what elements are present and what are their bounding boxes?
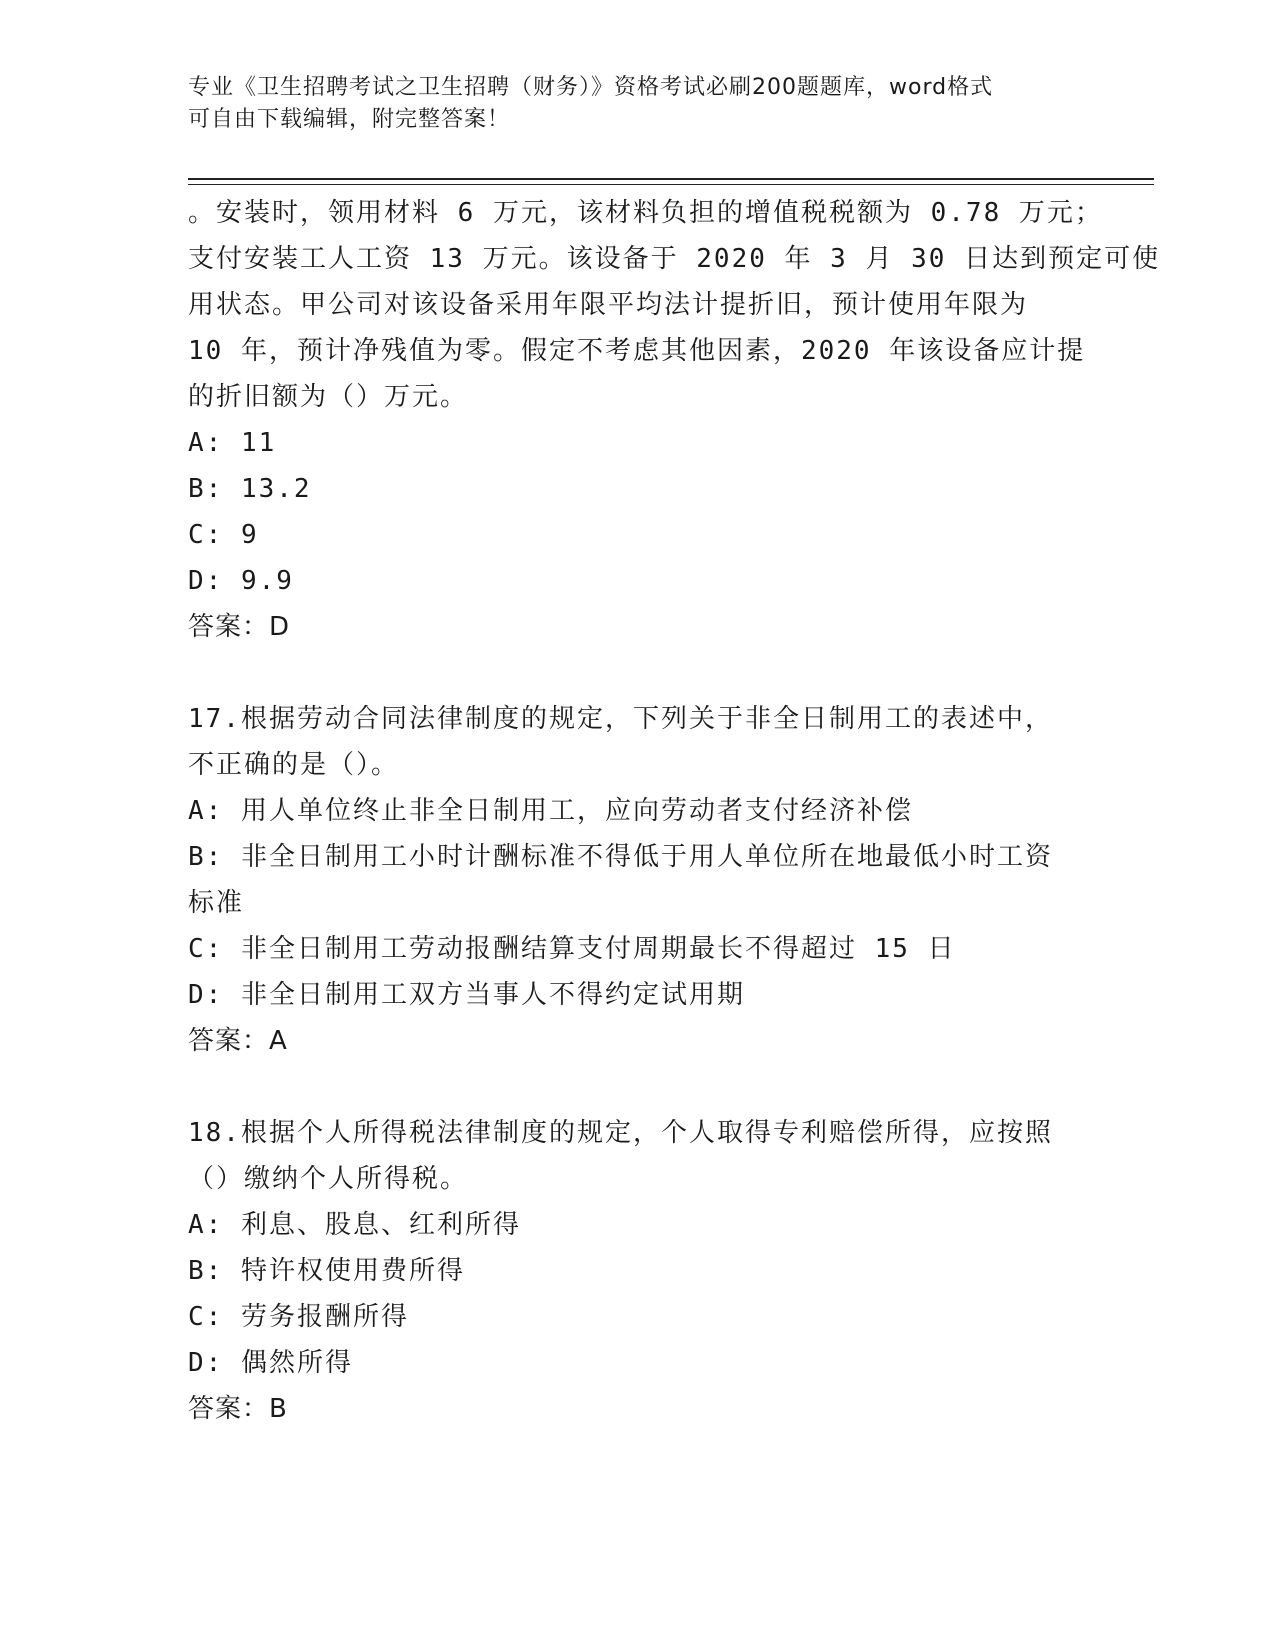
question-stem-line: 17.根据劳动合同法律制度的规定，下列关于非全日制用工的表述中， bbox=[188, 704, 1053, 734]
question-stem-line: 不正确的是（）。 bbox=[188, 750, 400, 780]
option-b: B: 非全日制用工小时计酬标准不得低于用人单位所在地最低小时工资 bbox=[188, 842, 1053, 872]
question-spacer bbox=[188, 1064, 1088, 1110]
option-c: C: 9 bbox=[188, 520, 259, 550]
option-c: C: 劳务报酬所得 bbox=[188, 1302, 409, 1332]
question-17 bbox=[188, 696, 1088, 1064]
question-stem-line: 18.根据个人所得税法律制度的规定，个人取得专利赔偿所得，应按照 bbox=[188, 1118, 1053, 1148]
option-d: D: 非全日制用工双方当事人不得约定试用期 bbox=[188, 980, 745, 1010]
header-title-line-1: 专业《卫生招聘考试之卫生招聘（财务）》资格考试必刷200题题库，word格式 bbox=[188, 75, 994, 100]
answer-line: 答案：D bbox=[188, 612, 291, 642]
option-c: C: 非全日制用工劳动报酬结算支付周期最长不得超过 15 日 bbox=[188, 934, 956, 964]
option-d: D: 偶然所得 bbox=[188, 1348, 353, 1378]
question-16 bbox=[188, 190, 1161, 650]
question-18 bbox=[188, 1110, 1088, 1432]
question-stem-line: 用状态。甲公司对该设备采用年限平均法计提折旧，预计使用年限为 bbox=[188, 290, 1029, 320]
answer-line: 答案：A bbox=[188, 1026, 288, 1056]
question-stem-line: 支付安装工人工资 13 万元。该设备于 2020 年 3 月 30 日达到预定可使 bbox=[188, 244, 1161, 274]
header-divider-thick bbox=[188, 178, 1154, 180]
question-spacer bbox=[188, 650, 1088, 696]
question-stem-line: 10 年，预计净残值为零。假定不考虑其他因素，2020 年该设备应计提 bbox=[188, 336, 1086, 366]
option-a: A: 11 bbox=[188, 428, 277, 458]
option-b: B: 特许权使用费所得 bbox=[188, 1256, 465, 1286]
option-b: B: 13.2 bbox=[188, 474, 312, 504]
header-divider-thin bbox=[188, 184, 1154, 185]
question-body bbox=[188, 190, 1161, 1432]
question-stem-line: 的折旧额为（）万元。 bbox=[188, 382, 469, 412]
option-a: A: 用人单位终止非全日制用工，应向劳动者支付经济补偿 bbox=[188, 796, 913, 826]
question-stem-line: 。安装时，领用材料 6 万元，该材料负担的增值税税额为 0.78 万元； bbox=[188, 198, 1103, 228]
answer-line: 答案：B bbox=[188, 1394, 288, 1424]
option-d: D: 9.9 bbox=[188, 566, 294, 596]
option-a: A: 利息、股息、红利所得 bbox=[188, 1210, 521, 1240]
document-header bbox=[188, 72, 1068, 136]
question-stem-line: （）缴纳个人所得税。 bbox=[188, 1164, 469, 1194]
option-b-continued: 标准 bbox=[188, 888, 245, 918]
header-title-line-2: 可自由下载编辑，附完整答案！ bbox=[188, 107, 511, 132]
